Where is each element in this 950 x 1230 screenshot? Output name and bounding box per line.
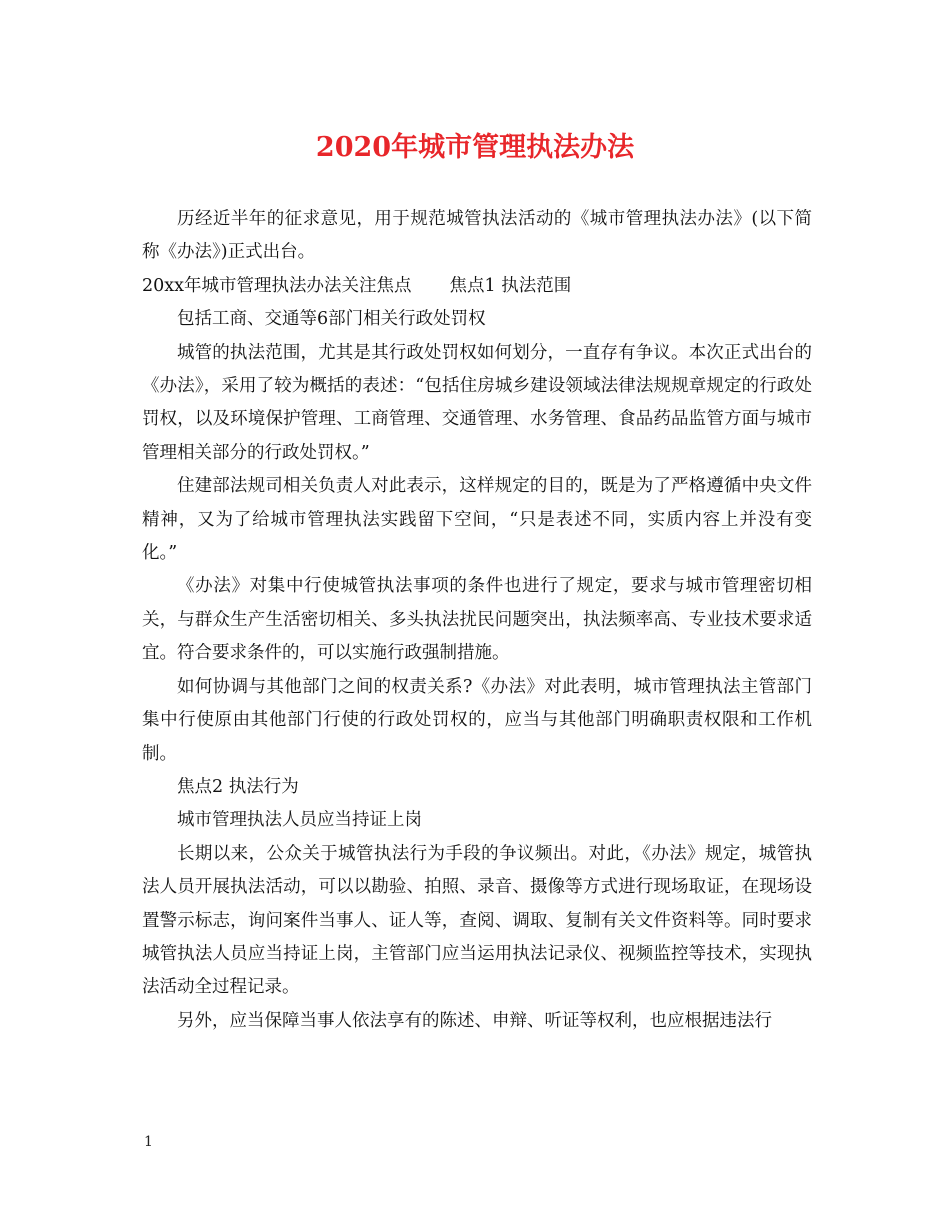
subheading-certification: 城市管理执法人员应当持证上岗: [177, 810, 422, 831]
focus-heading-left: 20xx年城市管理执法办法关注焦点: [142, 275, 412, 296]
paragraph-coordination: 如何协调与其他部门之间的权责关系?《办法》对此表明，城市管理执法主管部门集中行使原由其他部门行使的行政处罚权的，应当与其他部门明确职责权限和工作机制。: [142, 676, 812, 764]
paragraph-scope: 城管的执法范围，尤其是其行政处罚权如何划分，一直存有争议。本次正式出台的《办法》，采用了较为概括的表述：“包括住房城乡建设领域法律法规规章规定的行政处罚权，以及环境保护管理、工商管理、交通管理、水务管理、食品药品监管方面与城市管理相关部分的行政处罚权。”: [142, 342, 812, 463]
paragraph-conditions: 《办法》对集中行使城管执法事项的条件也进行了规定，要求与城市管理密切相关，与群众生产生活密切相关、多头执法扰民问题突出，执法频率高、专业技术要求适宜。符合要求条件的，可以实施行政强制措施。: [142, 576, 812, 664]
paragraph-official-comment: 住建部法规司相关负责人对此表示，这样规定的目的，既是为了严格遵循中央文件精神，又为了给城市管理执法实践留下空间，“只是表述不同，实质内容上并没有变化。”: [142, 476, 812, 564]
focus-heading-right: 焦点1 执法范围: [449, 275, 572, 296]
page-number: 1: [144, 1134, 153, 1150]
focus-heading-line: [142, 270, 812, 303]
paragraph-intro: 历经近半年的征求意见，用于规范城管执法活动的《城市管理执法办法》(以下简称《办法》)正式出台。: [142, 209, 812, 263]
document-body: [142, 203, 812, 1038]
focus-2-heading: 焦点2 执法行为: [177, 776, 299, 797]
document-title: 2020年城市管理执法办法: [315, 132, 635, 163]
paragraph-enforcement-behavior: 长期以来，公众关于城管执法行为手段的争议频出。对此，《办法》规定，城管执法人员开展执法活动，可以以勘验、拍照、录音、摄像等方式进行现场取证，在现场设置警示标志，询问案件当事人、证人等，查阅、调取、复制有关文件资料等。同时要求城管执法人员应当持证上岗，主管部门应当运用执法记录仪、视频监控等技术，实现执法活动全过程记录。: [142, 843, 812, 998]
paragraph-rights: 另外，应当保障当事人依法享有的陈述、申辩、听证等权利，也应根据违法行: [177, 1010, 772, 1031]
subheading-scope: 包括工商、交通等6部门相关行政处罚权: [177, 309, 486, 330]
